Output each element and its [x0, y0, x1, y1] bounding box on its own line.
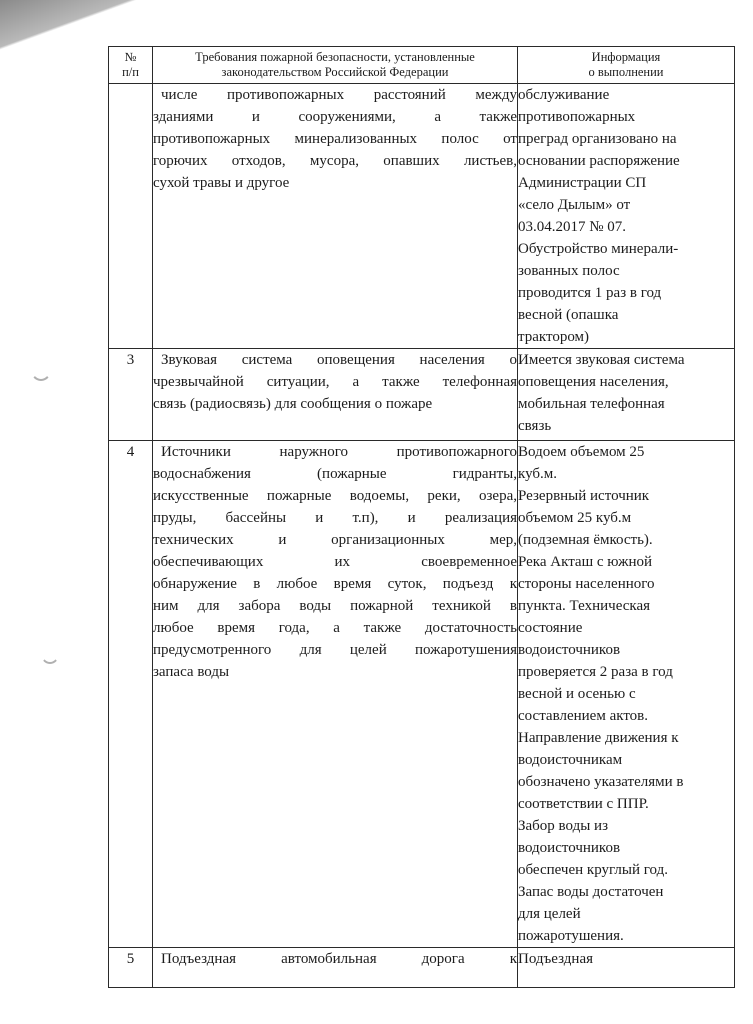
info-cell	[518, 441, 735, 948]
info-line: составлением актов.	[518, 708, 649, 724]
info-line: пожаротушения.	[518, 928, 624, 944]
info-line: водоисточников	[518, 642, 621, 658]
info-line: Обустройство минерали-	[518, 241, 679, 257]
table-header-row	[109, 47, 735, 84]
requirement-cell	[153, 441, 518, 948]
row-number: 5	[109, 948, 153, 988]
info-line: основании распоряжение	[518, 153, 680, 169]
requirement-cell	[153, 84, 518, 349]
requirement-line: искусственные пожарные водоемы, реки, озера,	[153, 488, 517, 504]
requirement-line: водоснабжения (пожарные гидранты,	[153, 466, 517, 482]
requirement-line: сухой травы и другое	[153, 175, 290, 191]
info-line: для целей	[518, 906, 581, 922]
requirement-line: связь (радиосвязь) для сообщения о пожаре	[153, 396, 433, 412]
info-line: Имеется звуковая система	[518, 352, 685, 368]
info-line: Направление движения к	[518, 730, 679, 746]
requirement-line: чрезвычайной ситуации, а также телефонная	[153, 374, 517, 390]
info-line: Резервный источник	[518, 488, 650, 504]
info-line: Подъездная	[518, 951, 593, 967]
requirement-line: Подъездная автомобильная дорога к	[161, 951, 517, 967]
row-number	[109, 84, 153, 349]
info-line: соответствии с ППР.	[518, 796, 649, 812]
info-line: мобильная телефонная	[518, 396, 665, 412]
info-line: зованных полос	[518, 263, 620, 279]
info-line: куб.м.	[518, 466, 558, 482]
requirement-line: Источники наружного противопожарного	[161, 444, 517, 460]
requirement-line: Звуковая система оповещения населения о	[161, 352, 517, 368]
info-line: весной и осенью с	[518, 686, 636, 702]
info-line: проводится 1 раз в год	[518, 285, 662, 301]
requirement-line: зданиями и сооружениями, а также	[153, 109, 517, 125]
info-line: противопожарных	[518, 109, 636, 125]
info-line: трактором)	[518, 329, 590, 345]
requirement-line: любое время года, а также достаточность	[153, 620, 517, 636]
requirement-line: числе противопожарных расстояний между	[161, 87, 517, 103]
header-num: № п/п	[109, 47, 153, 84]
requirement-line: ним для забора воды пожарной техникой в	[153, 598, 517, 614]
header-info: Информация о выполнении	[518, 47, 735, 84]
info-line: «село Дылым» от	[518, 197, 631, 213]
requirement-cell	[153, 948, 518, 988]
table-row	[109, 441, 735, 948]
info-line: Водоем объемом 25	[518, 444, 645, 460]
info-line: обозначено указателями в	[518, 774, 684, 790]
info-line: Администрации СП	[518, 175, 647, 191]
header-requirements: Требования пожарной безопасности, установленные законодательством Российской Федерации	[153, 47, 518, 84]
row-number: 4	[109, 441, 153, 948]
info-line: Запас воды достаточен	[518, 884, 664, 900]
requirement-cell	[153, 349, 518, 441]
info-line: пункта. Техническая	[518, 598, 650, 614]
info-line: связь	[518, 418, 552, 434]
info-line: состояние	[518, 620, 583, 636]
info-cell	[518, 948, 735, 988]
table-row	[109, 349, 735, 441]
requirement-line: технических и организационных мер,	[153, 532, 517, 548]
scan-hole-mark	[30, 355, 52, 381]
info-line: оповещения населения,	[518, 374, 669, 390]
info-line: Река Акташ с южной	[518, 554, 653, 570]
requirement-line: противопожарных минерализованных полос от	[153, 131, 517, 147]
row-number: 3	[109, 349, 153, 441]
info-line: обслуживание	[518, 87, 610, 103]
requirement-line: обеспечивающих их своевременное	[153, 554, 517, 570]
requirement-line: обнаружение в любое время суток, подъезд к	[153, 576, 517, 592]
info-line: стороны населенного	[518, 576, 655, 592]
requirement-line: запаса воды	[153, 664, 230, 680]
info-line: (подземная ёмкость).	[518, 532, 653, 548]
requirement-line: предусмотренного для целей пожаротушения	[153, 642, 517, 658]
info-line: водоисточников	[518, 840, 621, 856]
info-line: весной (опашка	[518, 307, 619, 323]
fire-safety-table	[108, 46, 735, 988]
info-line: проверяется 2 раза в год	[518, 664, 673, 680]
document-page	[108, 46, 736, 988]
table-row	[109, 948, 735, 988]
info-line: объемом 25 куб.м	[518, 510, 632, 526]
table-row	[109, 84, 735, 349]
info-line: водоисточникам	[518, 752, 623, 768]
info-line: Забор воды из	[518, 818, 609, 834]
info-line: 03.04.2017 № 07.	[518, 219, 627, 235]
info-cell	[518, 349, 735, 441]
scan-hole-mark	[40, 640, 60, 664]
info-line: преград организовано на	[518, 131, 677, 147]
requirement-line: пруды, бассейны и т.п), и реализация	[153, 510, 517, 526]
requirement-line: горючих отходов, мусора, опавших листьев,	[153, 153, 517, 169]
info-line: обеспечен круглый год.	[518, 862, 668, 878]
info-cell	[518, 84, 735, 349]
